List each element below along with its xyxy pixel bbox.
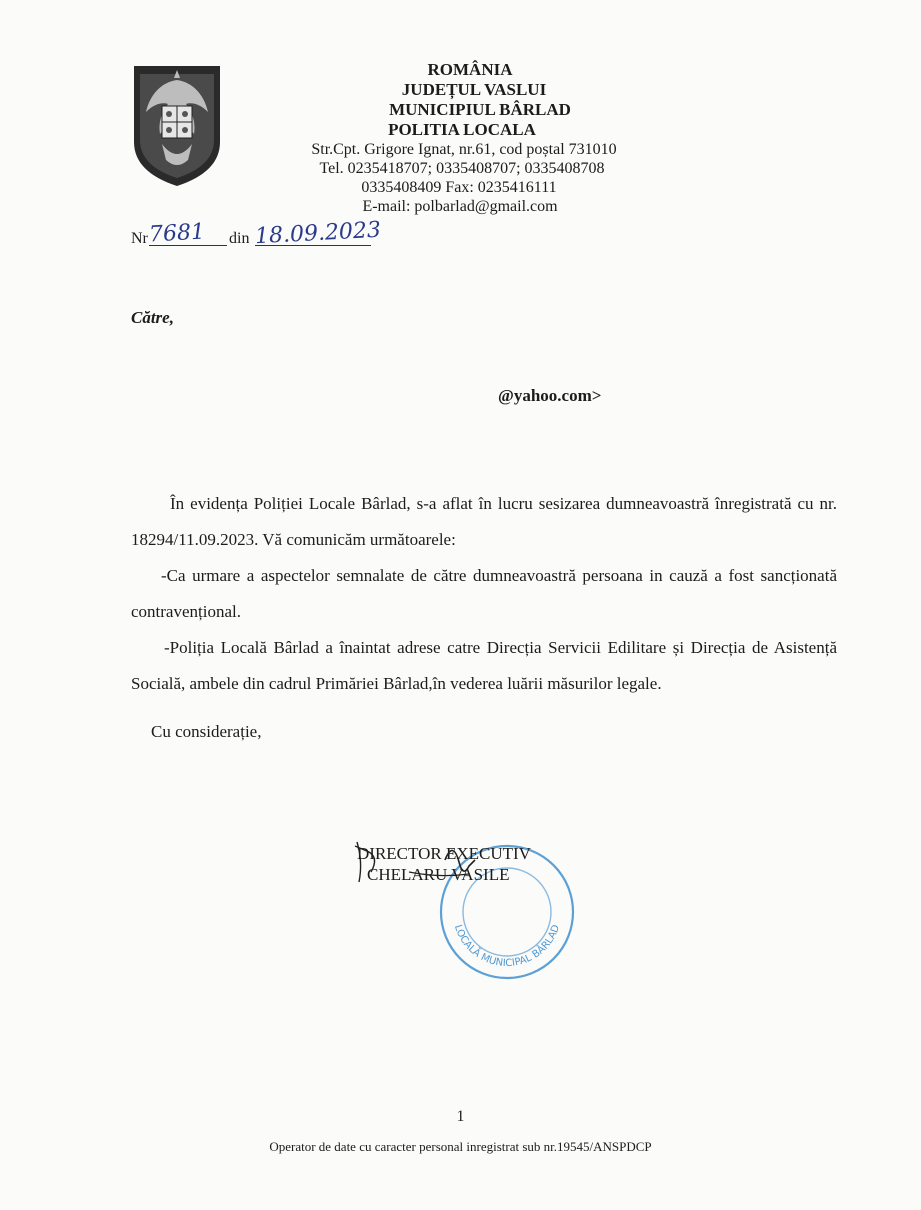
closing-phrase: Cu considerație, bbox=[151, 722, 262, 741]
registration-line bbox=[131, 214, 391, 248]
handwritten-signature-icon bbox=[349, 832, 529, 892]
municipality-heading: MUNICIPIUL BÂRLAD bbox=[389, 100, 571, 119]
svg-text:LOCALĂ MUNICIPAL BÂRLAD bbox=[452, 923, 562, 969]
nr-label: Nr bbox=[131, 230, 148, 247]
body-paragraph-2: -Ca urmare a aspectelor semnalate de către dumneavoastră persoana in cauză a fost sancționată contravențional. bbox=[131, 566, 837, 621]
recipient-salutation: Către, bbox=[131, 308, 174, 327]
recipient-email: @yahoo.com> bbox=[498, 386, 602, 405]
body-paragraph-1: În evidența Poliției Locale Bârlad, s-a aflat în lucru sesizarea dumneavoastră înregistrată cu nr. 18294/11.09.2023. Vă comunicăm următoarele: bbox=[131, 494, 837, 549]
din-label: din bbox=[229, 230, 250, 247]
institution-heading: POLITIA LOCALA bbox=[388, 120, 536, 139]
romania-coat-of-arms-icon bbox=[132, 64, 222, 188]
phone-line: Tel. 0235418707; 0335408707; 0335408708 bbox=[319, 160, 605, 177]
county-heading: JUDEȚUL VASLUI bbox=[401, 80, 547, 99]
signatory-title: DIRECTOR EXECUTIV bbox=[357, 844, 531, 863]
page-number: 1 bbox=[456, 1108, 465, 1125]
footer-note: Operator de date cu caracter personal inregistrat sub nr.19545/ANSPDCP bbox=[269, 1139, 652, 1154]
stamp-text: LOCALĂ MUNICIPAL BÂRLAD bbox=[451, 923, 563, 970]
body-paragraph-3: -Poliția Locală Bârlad a înaintat adrese catre Direcția Servicii Edilitare și Direcția de Asistență Socială, ambele din cadrul Primăriei Bârlad,în vederea luării măsurilor legale. bbox=[131, 638, 837, 693]
country-heading: ROMÂNIA bbox=[427, 60, 513, 79]
signature-block bbox=[355, 838, 585, 988]
address-line: Str.Cpt. Grigore Ignat, nr.61, cod poștal 731010 bbox=[311, 141, 617, 158]
date-handwritten-value: 18.09.2023 bbox=[254, 217, 382, 250]
signatory-name: CHELARU VASILE bbox=[367, 865, 510, 884]
letter-body bbox=[131, 486, 837, 702]
phone-fax-line: 0335408409 Fax: 0235416111 bbox=[361, 179, 557, 196]
nr-handwritten-value: 7681 bbox=[148, 219, 206, 248]
email-line: E-mail: polbarlad@gmail.com bbox=[362, 198, 558, 215]
letterhead bbox=[230, 60, 690, 216]
